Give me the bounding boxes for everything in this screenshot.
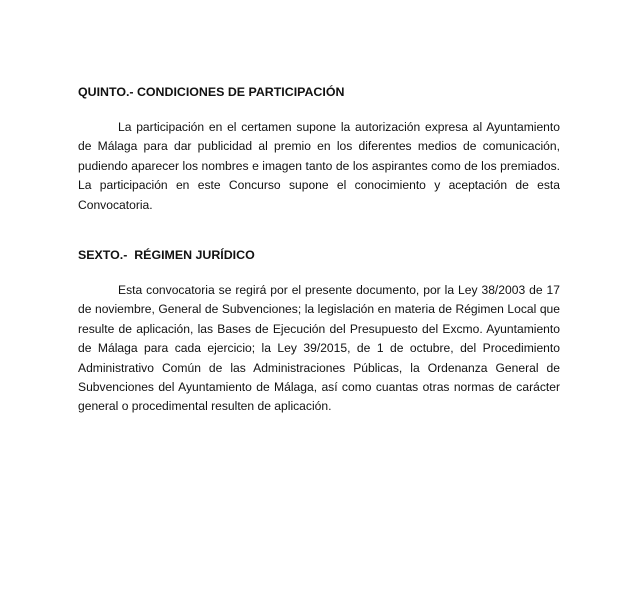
section-heading-quinto: QUINTO.- CONDICIONES DE PARTICIPACIÓN <box>78 85 345 99</box>
section-body-quinto: La participación en el certamen supone la autorización expresa al Ayuntamiento de Málaga para dar publicidad al premio en los diferentes medios de comunicación, pudiendo aparecer los nombres e imagen tanto de los aspirantes como de los premiados. La participación en este Concurso supone el conocimiento y aceptación de esta Convocatoria. <box>78 120 560 212</box>
section-quinto <box>78 84 560 215</box>
section-body-sexto: Esta convocatoria se regirá por el presente documento, por la Ley 38/2003 de 17 de noviembre, General de Subvenciones; la legislación en materia de Régimen Local que resulte de aplicación, las Bases de Ejecución del Presupuesto del Excmo. Ayuntamiento de Málaga para cada ejercicio; la Ley 39/2015, de 1 de octubre, del Procedimiento Administrativo Común de las Administraciones Públicas, la Ordenanza General de Subvenciones del Ayuntamiento de Málaga, así como cuantas otras normas de carácter general o procedimental resulten de aplicación. <box>78 283 560 414</box>
section-heading-sexto: SEXTO.- RÉGIMEN JURÍDICO <box>78 248 255 262</box>
section-sexto <box>78 247 560 417</box>
